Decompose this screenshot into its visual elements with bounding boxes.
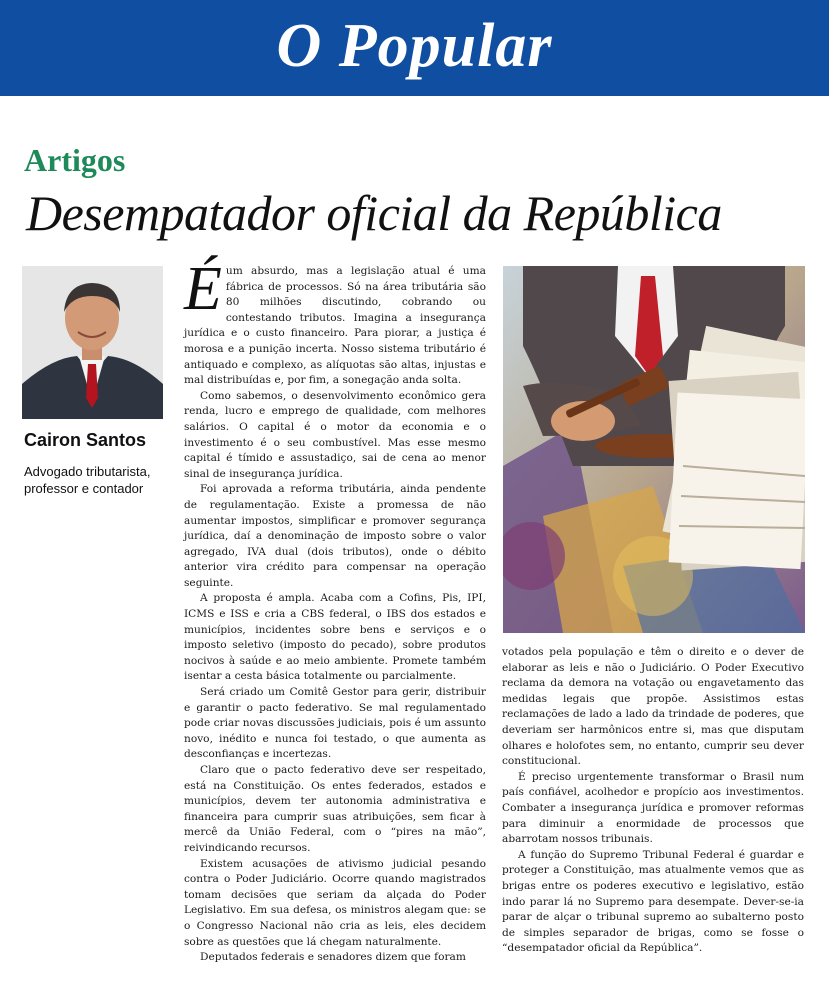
article-paragraph: Existem acusações de ativismo judicial pesando contra o Poder Judiciário. Ocorre quando magistrados tomam decisões que seriam da alçada do Poder Legislativo. Em sua defesa, os ministros alegam que: se o Congresso Nacional não cria as leis, eles decidem sobre as questões que lá chegam naturalmente.	[184, 857, 486, 948]
author-bio-line: Advogado tributarista,	[24, 464, 151, 479]
article-paragraph: Será criado um Comitê Gestor para gerir, distribuir e garantir o pacto federativo. Se mal regulamentado pode criar novas discussões judiciais, pois é um assunto novo, inédito e nunca foi testado, o que aumenta as desconfianças e incertezas.	[184, 686, 486, 761]
article-paragraph: Foi aprovada a reforma tributária, ainda pendente de regulamentação. Existe a promessa de não aumentar impostos, simplificar e promover segurança jurídica, daí a denominação de imposto sobre o valor agregado, IVA dual (dois tributos), onde o débito anterior vira crédito para compensar na operação seguinte.	[184, 483, 486, 589]
article-paragraph: A proposta é ampla. Acaba com a Cofins, Pis, IPI, ICMS e ISS e cria a CBS federal, o IBS dos estados e municípios, incidentes sobre bens e serviços e o imposto seletivo (imposto do pecado), sobre produtos nocivos à saúde e ao meio ambiente. Promete também isentar a cesta básica totalmente ou parcialmente.	[184, 592, 486, 683]
article-paragraph: Deputados federais e senadores dizem que foram	[200, 951, 466, 964]
article-paragraph: Como sabemos, o desenvolvimento econômico gera renda, lucro e emprego de qualidade, com melhores salários. O capital é o motor da economia e o investimento é o seu combustível. Mas esse mesmo capital é tímido e assustadiço, sai de cena ao menor sinal de insegurança jurídica.	[184, 389, 486, 480]
author-bio-line: professor e contador	[24, 481, 144, 496]
article-illustration	[503, 266, 805, 633]
section-label: Artigos	[24, 142, 126, 178]
drop-cap: É	[184, 255, 222, 323]
article-paragraph: Claro que o pacto federativo deve ser respeitado, está na Constituição. Os entes federados, estados e municípios, devem ter autonomia administrativa e financeira para cumprir suas atribuições, sem ficar à mercê da União Federal, com o “pires na mão”, reivindicando recursos.	[184, 764, 486, 854]
author-name: Cairon Santos	[24, 430, 147, 450]
masthead	[0, 0, 829, 96]
article-paragraph	[184, 255, 486, 389]
author-bio	[24, 463, 174, 497]
judge-gavel-illustration	[503, 266, 805, 633]
article-paragraph: votados pela população e têm o direito e o dever de elaborar as leis e não o Judiciário. O Poder Executivo reclama da demora na votação ou engavetamento das medidas legais que propõe. Assistimos estas reclamações de lado a lado da trindade de poderes, que deveriam ser harmônicos entre si, mas que disputam olhares e holofotes sem, no entanto, cumprir seu dever constitucional.	[502, 646, 804, 768]
author-photo	[22, 266, 163, 419]
article-paragraph-text: um absurdo, mas a legislação atual é uma fábrica de processos. Só na área tributária são 80 milhões discutindo, cobrando ou contestando tributos. Imagina a insegurança jurídica e o custo financeiro. Para piorar, a justiça é morosa e a punição incerta. Nosso sistema tributário é antiquado e complexo, as alíquotas são altas, injustas e mal distribuídas e, por fim, a sonegação anda solta.	[184, 265, 486, 387]
article-headline: Desempatador oficial da República	[26, 185, 722, 241]
article-column-1	[184, 255, 486, 966]
author-portrait-image	[22, 266, 163, 419]
article-column-2	[502, 645, 804, 957]
article-paragraph: É preciso urgentemente transformar o Brasil num país confiável, acolhedor e propício aos investimentos. Combater a insegurança jurídica e promover reformas para diminuir a enormidade de processos que abarrotam nossos tribunais.	[502, 770, 804, 846]
masthead-logo[interactable]: O Popular	[276, 12, 553, 80]
article-paragraph: A função do Supremo Tribunal Federal é guardar e proteger a Constituição, mas atualmente vemos que as brigas entre os poderes executivo e legislativo, estão indo parar lá no Supremo para desempate. Dever-se-ia parar de alçar o tribunal supremo ao subalterno posto de simples separador de brigas, como se fosse o “desempatador oficial da República”.	[502, 848, 804, 955]
